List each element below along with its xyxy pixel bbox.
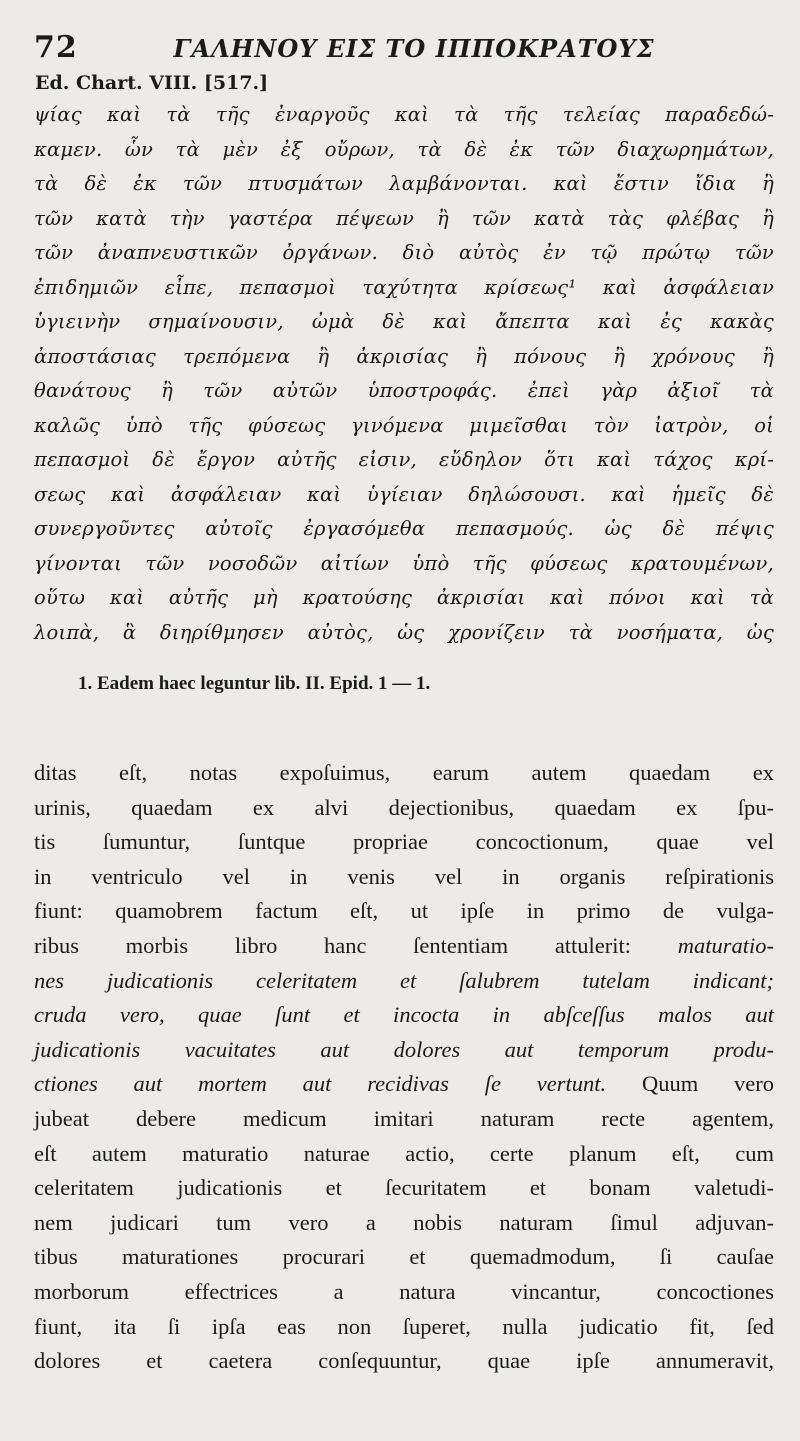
latin-line <box>34 1240 774 1275</box>
latin-line <box>34 1171 774 1206</box>
greek-line: ἀποστάσιας τρεπόμενα ἢ ἀκρισίας ἢ πόνους ἢ χρόνους ἢ <box>34 344 774 368</box>
greek-line: συνεργοῦντες αὐτοῖς ἐργασόμεθα πεπασμούς. ὡς δὲ πέψις <box>34 517 774 540</box>
latin-line-text: tis ſumuntur, ſuntque propriae concoctionum, quae vel <box>34 829 774 855</box>
latin-line <box>34 1206 774 1241</box>
latin-line-text: nem judicari tum vero a nobis naturam ſimul adjuvan- <box>34 1209 774 1235</box>
latin-line <box>34 756 774 791</box>
latin-line <box>34 860 774 895</box>
latin-line-text: ribus morbis libro hanc ſententiam attulerit: <box>34 932 678 958</box>
latin-line <box>34 825 774 860</box>
latin-text-block <box>34 756 774 1379</box>
latin-line <box>34 1275 774 1310</box>
greek-line: ἐπιδημιῶν εἶπε, πεπασμοὶ ταχύτητα κρίσεως¹ καὶ ἀσφάλειαν <box>34 275 774 299</box>
latin-line-text: morborum effectrices a natura vincantur, concoctiones <box>34 1278 774 1304</box>
latin-line-text: tibus maturationes procurari et quemadmodum, ſi cauſae <box>34 1244 774 1270</box>
edition-reference: Ed. Chart. VIII. [517.] <box>35 72 269 94</box>
latin-line <box>34 964 774 999</box>
greek-line: θανάτους ἢ τῶν αὐτῶν ὑποστροφάς. ἐπεὶ γὰρ ἀξιοῖ τὰ <box>34 379 774 402</box>
latin-quotation: ctiones aut mortem aut recidivas ſe vertunt. <box>34 1071 607 1097</box>
latin-quotation: maturatio- <box>677 932 774 958</box>
latin-line <box>34 998 774 1033</box>
latin-line-text: fiunt, ita ſi ipſa eas non ſuperet, nulla judicatio fit, ſed <box>34 1313 774 1339</box>
latin-line-text: dolores et caetera conſequuntur, quae ipſe annumeravit, <box>34 1348 774 1374</box>
greek-line: ψίας καὶ τὰ τῆς ἐναργοῦς καὶ τὰ τῆς τελείας παραδεδώ- <box>34 103 774 126</box>
footnote: 1. Eadem haec leguntur lib. II. Epid. 1 — 1. <box>78 673 431 694</box>
latin-line <box>34 1067 774 1102</box>
page-number: 72 <box>34 30 78 65</box>
latin-line <box>34 1344 774 1379</box>
latin-line-text: urinis, quaedam ex alvi dejectionibus, quaedam ex ſpu- <box>34 794 774 820</box>
page-header <box>34 30 774 70</box>
latin-line-text: in ventriculo vel in venis vel in organis reſpirationis <box>34 863 774 889</box>
greek-line: γίνονται τῶν νοσοδῶν αἰτίων ὑπὸ τῆς φύσεως κρατουμένων, <box>34 551 774 575</box>
latin-line <box>34 1033 774 1068</box>
latin-line-text: fiunt: quamobrem factum eſt, ut ipſe in primo de vulga- <box>34 898 774 924</box>
latin-line <box>34 1137 774 1172</box>
latin-line-text: Quum vero <box>606 1071 774 1097</box>
latin-quotation: judicationis vacuitates aut dolores aut temporum produ- <box>34 1036 774 1062</box>
greek-line: πεπασμοὶ δὲ ἔργον αὐτῆς εἰσιν, εὔδηλον ὅτι καὶ τάχος κρί- <box>34 448 774 471</box>
latin-line-text: jubeat debere medicum imitari naturam recte agentem, <box>34 1105 774 1131</box>
greek-line: λοιπὰ, ἃ διηρίθμησεν αὐτὸς, ὡς χρονίζειν τὰ νοσήματα, ὡς <box>34 620 774 644</box>
greek-line: τῶν κατὰ τὴν γαστέρα πέψεων ἢ τῶν κατὰ τὰς φλέβας ἢ <box>34 206 774 230</box>
greek-line: ὑγιεινὴν σημαίνουσιν, ὠμὰ δὲ καὶ ἄπεπτα καὶ ἐς κακὰς <box>34 310 774 333</box>
latin-line-text: ditas eſt, notas expoſuimus, earum autem quaedam ex <box>34 760 774 785</box>
latin-quotation: nes judicationis celeritatem et ſalubrem tutelam indicant; <box>34 967 774 993</box>
greek-line: τὰ δὲ ἐκ τῶν πτυσμάτων λαμβάνονται. καὶ ἔστιν ἴδια ἢ <box>34 172 774 195</box>
latin-line <box>34 1310 774 1345</box>
greek-text-block <box>34 98 774 650</box>
latin-line <box>34 929 774 964</box>
greek-line: οὕτω καὶ αὐτῆς μὴ κρατούσης ἀκρισίαι καὶ πόνοι καὶ τὰ <box>34 586 774 609</box>
running-title: ΓΑΛΗΝΟΥ ΕΙΣ ΤΟ ΙΠΠΟΚΡΑΤΟΥΣ <box>173 34 655 63</box>
latin-quotation: cruda vero, quae ſunt et incocta in abſceſſus malos aut <box>34 1002 774 1028</box>
greek-line: τῶν ἀναπνευστικῶν ὀργάνων. διὸ αὐτὸς ἐν τῷ πρώτῳ τῶν <box>34 241 774 264</box>
greek-line: καλῶς ὑπὸ τῆς φύσεως γινόμενα μιμεῖσθαι τὸν ἰατρὸν, οἱ <box>34 413 774 437</box>
latin-line-text: celeritatem judicationis et ſecuritatem et bonam valetudi- <box>34 1175 774 1201</box>
greek-line: καμεν. ὧν τὰ μὲν ἐξ οὔρων, τὰ δὲ ἐκ τῶν διαχωρημάτων, <box>34 137 774 161</box>
latin-line <box>34 1102 774 1137</box>
latin-line <box>34 894 774 929</box>
latin-line-text: eſt autem maturatio naturae actio, certe planum eſt, cum <box>34 1140 774 1166</box>
greek-line: σεως καὶ ἀσφάλειαν καὶ ὑγίειαν δηλώσουσι. καὶ ἡμεῖς δὲ <box>34 482 774 506</box>
latin-line <box>34 791 774 826</box>
